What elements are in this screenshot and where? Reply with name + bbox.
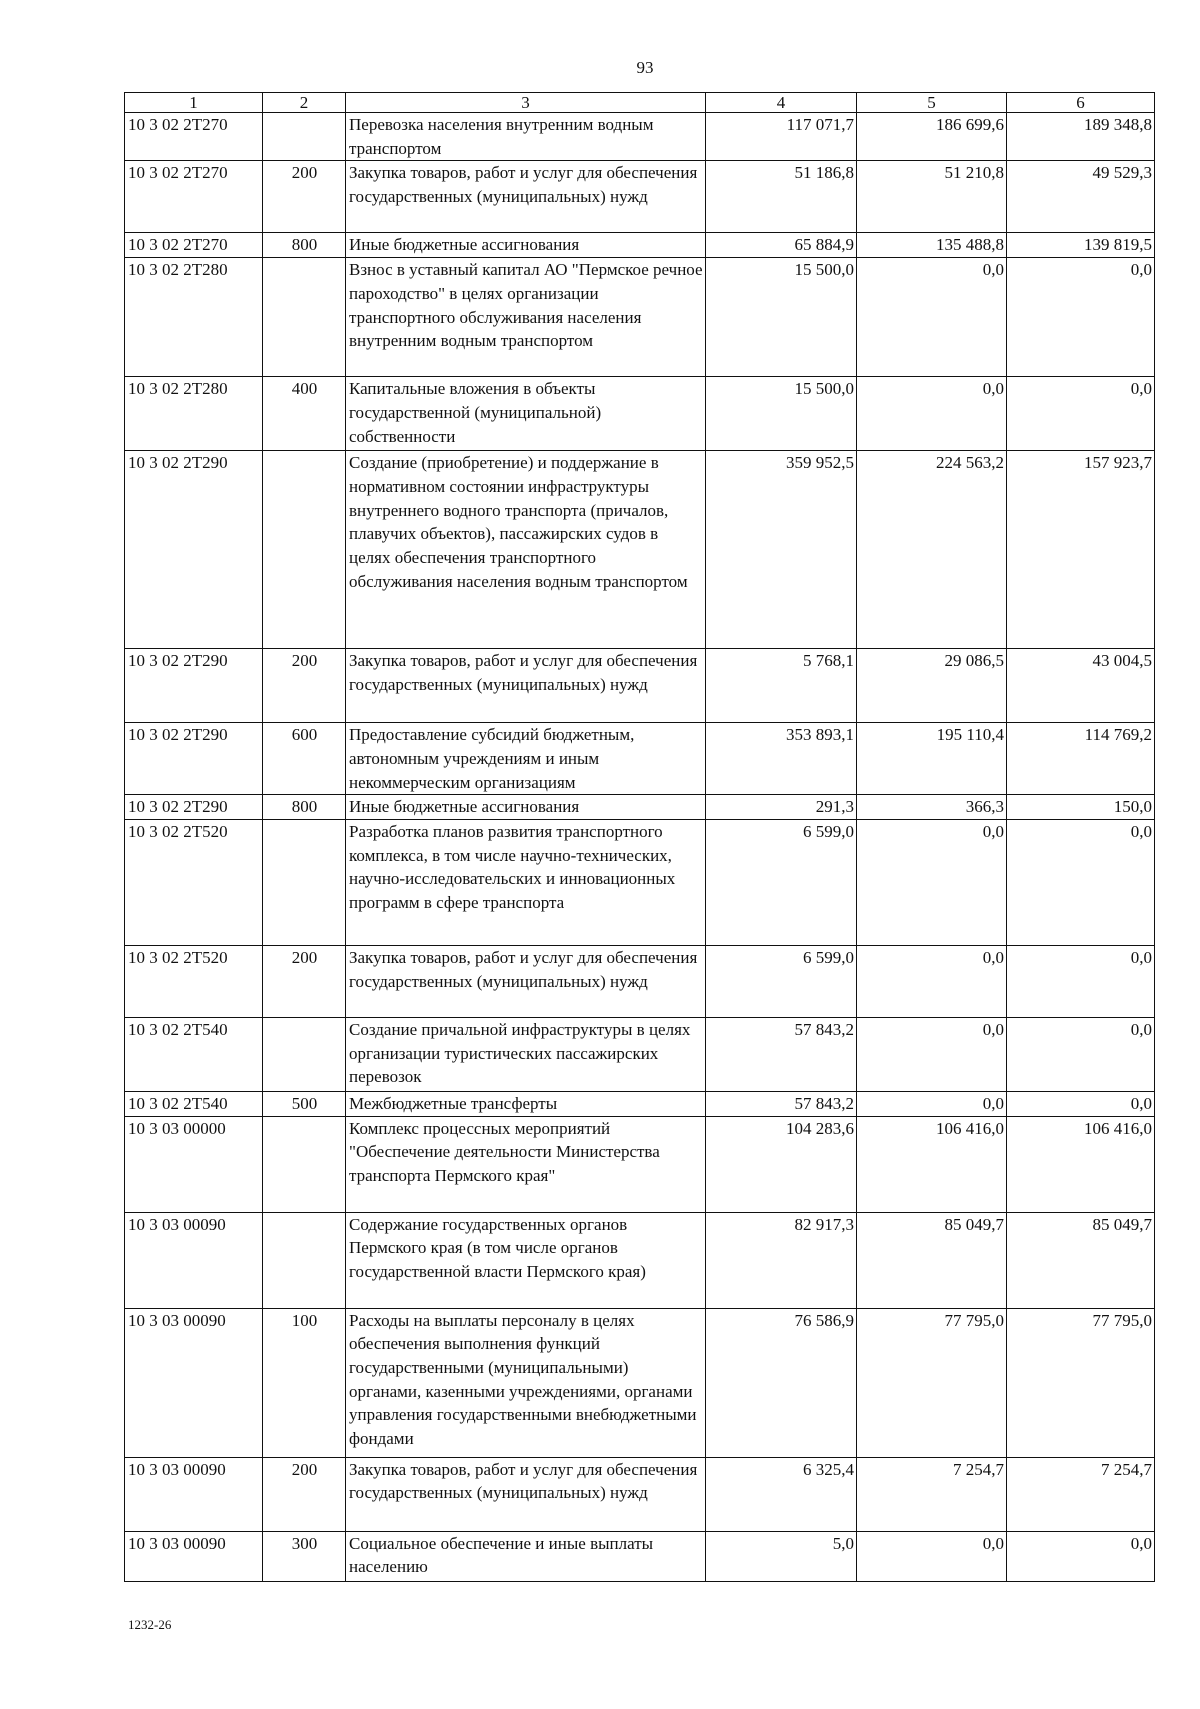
row-name: Взнос в уставный капитал АО "Пермское речное пароходство" в целях организации транспортного обслуживания населения внутренним водным транспортом xyxy=(346,258,706,377)
row-code: 10 3 02 2Т290 xyxy=(125,795,263,820)
row-value-col5: 135 488,8 xyxy=(857,233,1007,258)
row-value-col6: 77 795,0 xyxy=(1007,1308,1155,1457)
row-code: 10 3 02 2Т290 xyxy=(125,723,263,795)
row-value-col4: 117 071,7 xyxy=(706,113,857,161)
row-value-col6: 189 348,8 xyxy=(1007,113,1155,161)
row-expense-type: 100 xyxy=(263,1308,346,1457)
table-row xyxy=(125,819,1155,945)
row-code: 10 3 03 00090 xyxy=(125,1531,263,1581)
row-expense-type xyxy=(263,819,346,945)
row-value-col5: 0,0 xyxy=(857,377,1007,451)
column-header: 4 xyxy=(706,93,857,113)
table-row xyxy=(125,233,1155,258)
row-expense-type: 500 xyxy=(263,1091,346,1116)
column-header: 3 xyxy=(346,93,706,113)
row-name: Закупка товаров, работ и услуг для обеспечения государственных (муниципальных) нужд xyxy=(346,161,706,233)
row-value-col5: 85 049,7 xyxy=(857,1212,1007,1308)
row-expense-type: 300 xyxy=(263,1531,346,1581)
column-header: 6 xyxy=(1007,93,1155,113)
row-code: 10 3 03 00090 xyxy=(125,1212,263,1308)
row-value-col4: 353 893,1 xyxy=(706,723,857,795)
row-name: Перевозка населения внутренним водным транспортом xyxy=(346,113,706,161)
row-name: Создание причальной инфраструктуры в целях организации туристических пассажирских перевозок xyxy=(346,1017,706,1091)
row-code: 10 3 02 2Т270 xyxy=(125,233,263,258)
table-row xyxy=(125,1116,1155,1212)
row-value-col6: 0,0 xyxy=(1007,1091,1155,1116)
row-name: Предоставление субсидий бюджетным, автономным учреждениям и иным некоммерческим организациям xyxy=(346,723,706,795)
row-name: Комплекс процессных мероприятий "Обеспечение деятельности Министерства транспорта Пермского края" xyxy=(346,1116,706,1212)
row-value-col6: 0,0 xyxy=(1007,1531,1155,1581)
row-expense-type xyxy=(263,451,346,649)
row-code: 10 3 02 2Т520 xyxy=(125,819,263,945)
row-value-col5: 77 795,0 xyxy=(857,1308,1007,1457)
row-value-col6: 157 923,7 xyxy=(1007,451,1155,649)
row-value-col6: 106 416,0 xyxy=(1007,1116,1155,1212)
page-number: 93 xyxy=(636,58,654,77)
column-header: 5 xyxy=(857,93,1007,113)
column-header: 1 xyxy=(125,93,263,113)
row-value-col6: 0,0 xyxy=(1007,1017,1155,1091)
row-code: 10 3 03 00090 xyxy=(125,1308,263,1457)
row-value-col4: 291,3 xyxy=(706,795,857,820)
table-row xyxy=(125,1308,1155,1457)
row-expense-type xyxy=(263,113,346,161)
row-expense-type: 200 xyxy=(263,161,346,233)
row-value-col4: 76 586,9 xyxy=(706,1308,857,1457)
row-value-col5: 0,0 xyxy=(857,945,1007,1017)
table-row xyxy=(125,723,1155,795)
table-row xyxy=(125,113,1155,161)
row-value-col4: 104 283,6 xyxy=(706,1116,857,1212)
row-code: 10 3 02 2Т540 xyxy=(125,1017,263,1091)
row-value-col4: 15 500,0 xyxy=(706,258,857,377)
row-value-col6: 0,0 xyxy=(1007,377,1155,451)
row-value-col5: 29 086,5 xyxy=(857,649,1007,723)
table-row xyxy=(125,1531,1155,1581)
row-code: 10 3 02 2Т270 xyxy=(125,113,263,161)
row-name: Иные бюджетные ассигнования xyxy=(346,233,706,258)
row-value-col4: 65 884,9 xyxy=(706,233,857,258)
row-code: 10 3 02 2Т290 xyxy=(125,451,263,649)
row-expense-type xyxy=(263,258,346,377)
row-name: Закупка товаров, работ и услуг для обеспечения государственных (муниципальных) нужд xyxy=(346,945,706,1017)
row-value-col4: 6 325,4 xyxy=(706,1457,857,1531)
document-footer-code: 1232-26 xyxy=(128,1617,172,1632)
row-name: Закупка товаров, работ и услуг для обеспечения государственных (муниципальных) нужд xyxy=(346,1457,706,1531)
row-value-col5: 0,0 xyxy=(857,258,1007,377)
row-value-col6: 0,0 xyxy=(1007,258,1155,377)
row-value-col4: 57 843,2 xyxy=(706,1091,857,1116)
row-name: Социальное обеспечение и иные выплаты населению xyxy=(346,1531,706,1581)
row-value-col5: 7 254,7 xyxy=(857,1457,1007,1531)
row-value-col6: 139 819,5 xyxy=(1007,233,1155,258)
table-row xyxy=(125,649,1155,723)
row-expense-type: 800 xyxy=(263,795,346,820)
table-row xyxy=(125,795,1155,820)
row-code: 10 3 02 2Т280 xyxy=(125,377,263,451)
row-code: 10 3 02 2Т270 xyxy=(125,161,263,233)
row-value-col5: 0,0 xyxy=(857,1017,1007,1091)
table-row xyxy=(125,377,1155,451)
row-expense-type: 200 xyxy=(263,945,346,1017)
row-name: Иные бюджетные ассигнования xyxy=(346,795,706,820)
row-expense-type: 200 xyxy=(263,1457,346,1531)
row-name: Содержание государственных органов Пермского края (в том числе органов государственной власти Пермского края) xyxy=(346,1212,706,1308)
table-row xyxy=(125,258,1155,377)
row-value-col4: 5,0 xyxy=(706,1531,857,1581)
row-value-col4: 57 843,2 xyxy=(706,1017,857,1091)
row-code: 10 3 03 00090 xyxy=(125,1457,263,1531)
row-name: Межбюджетные трансферты xyxy=(346,1091,706,1116)
row-name: Капитальные вложения в объекты государственной (муниципальной) собственности xyxy=(346,377,706,451)
table-row xyxy=(125,161,1155,233)
row-expense-type xyxy=(263,1116,346,1212)
row-name: Разработка планов развития транспортного комплекса, в том числе научно-технических, научно-исследовательских и инновационных программ в сфере транспорта xyxy=(346,819,706,945)
row-value-col5: 106 416,0 xyxy=(857,1116,1007,1212)
table-row xyxy=(125,1212,1155,1308)
row-value-col6: 43 004,5 xyxy=(1007,649,1155,723)
row-value-col4: 15 500,0 xyxy=(706,377,857,451)
row-value-col4: 6 599,0 xyxy=(706,945,857,1017)
row-value-col5: 0,0 xyxy=(857,1531,1007,1581)
row-name: Закупка товаров, работ и услуг для обеспечения государственных (муниципальных) нужд xyxy=(346,649,706,723)
row-expense-type xyxy=(263,1017,346,1091)
row-code: 10 3 02 2Т290 xyxy=(125,649,263,723)
row-value-col4: 359 952,5 xyxy=(706,451,857,649)
row-value-col5: 186 699,6 xyxy=(857,113,1007,161)
row-value-col4: 51 186,8 xyxy=(706,161,857,233)
row-value-col5: 0,0 xyxy=(857,819,1007,945)
row-value-col4: 6 599,0 xyxy=(706,819,857,945)
row-value-col5: 51 210,8 xyxy=(857,161,1007,233)
row-name: Создание (приобретение) и поддержание в нормативном состоянии инфраструктуры внутреннего водного транспорта (причалов, плавучих объектов), пассажирских судов в целях обеспечения транспортного обслуживания населения водным транспортом xyxy=(346,451,706,649)
column-header: 2 xyxy=(263,93,346,113)
row-expense-type: 600 xyxy=(263,723,346,795)
header-row xyxy=(125,93,1155,113)
row-value-col5: 224 563,2 xyxy=(857,451,1007,649)
row-code: 10 3 02 2Т280 xyxy=(125,258,263,377)
row-value-col6: 49 529,3 xyxy=(1007,161,1155,233)
row-value-col4: 5 768,1 xyxy=(706,649,857,723)
row-value-col6: 85 049,7 xyxy=(1007,1212,1155,1308)
table-row xyxy=(125,1091,1155,1116)
row-value-col6: 150,0 xyxy=(1007,795,1155,820)
row-name: Расходы на выплаты персоналу в целях обеспечения выполнения функций государственными (муниципальными) органами, казенными учреждениями, органами управления государственными внебюджетными фондами xyxy=(346,1308,706,1457)
table-row xyxy=(125,451,1155,649)
row-code: 10 3 03 00000 xyxy=(125,1116,263,1212)
row-value-col6: 0,0 xyxy=(1007,819,1155,945)
table-row xyxy=(125,945,1155,1017)
row-value-col6: 114 769,2 xyxy=(1007,723,1155,795)
table-row xyxy=(125,1457,1155,1531)
budget-table xyxy=(124,92,1155,1582)
row-value-col5: 195 110,4 xyxy=(857,723,1007,795)
row-value-col5: 0,0 xyxy=(857,1091,1007,1116)
row-code: 10 3 02 2Т520 xyxy=(125,945,263,1017)
row-expense-type: 800 xyxy=(263,233,346,258)
row-expense-type xyxy=(263,1212,346,1308)
table-row xyxy=(125,1017,1155,1091)
row-expense-type: 400 xyxy=(263,377,346,451)
row-value-col4: 82 917,3 xyxy=(706,1212,857,1308)
row-value-col6: 0,0 xyxy=(1007,945,1155,1017)
row-value-col5: 366,3 xyxy=(857,795,1007,820)
row-value-col6: 7 254,7 xyxy=(1007,1457,1155,1531)
row-code: 10 3 02 2Т540 xyxy=(125,1091,263,1116)
row-expense-type: 200 xyxy=(263,649,346,723)
